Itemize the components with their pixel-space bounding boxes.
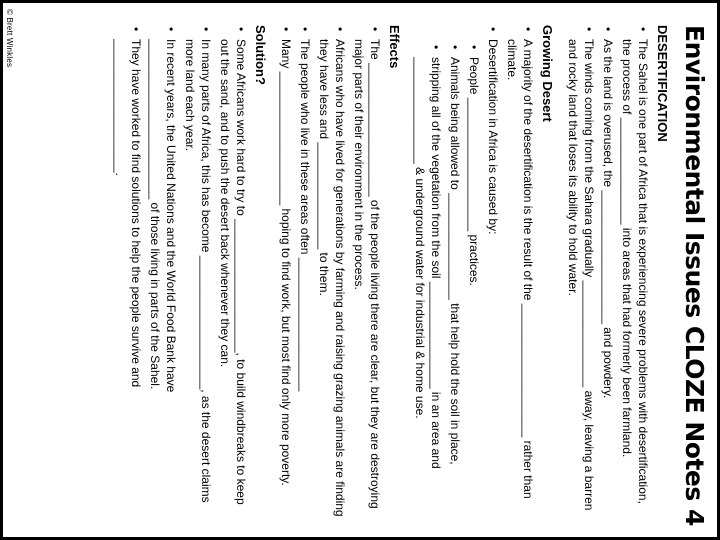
bullet-item: • A majority of the desertification is the result of the ____________________ rather than climate. <box>504 25 536 517</box>
bullet-subitem: • Animals being allowed to ________________ that help hold the soil in place, <box>447 43 463 517</box>
section-heading-desertification: DESERTIFICATION <box>655 25 670 142</box>
section-solution <box>112 25 268 517</box>
section-heading-effects: Effects <box>387 25 402 69</box>
bullet-item: • The people who live in these areas often ____________________ <box>297 25 313 517</box>
section-heading-growing-desert: Growing Desert <box>540 25 555 122</box>
bullet-item: • In recent years, the United Nations and the World Food Bank have ________________________ of those living in parts of the Sahel. <box>147 25 179 517</box>
bullet-item: • The ____________________ of the people living there are clear, but they are destroying major parts of their environment in the process. <box>351 25 383 517</box>
copyright-text: © Brett Winkles <box>5 9 14 68</box>
bullet-subitem: • People ____________________ practices. <box>466 43 482 517</box>
section-heading-solution: Solution? <box>253 25 268 85</box>
bullet-item: • Desertification in Africa is caused by: <box>485 25 501 517</box>
section-desertification <box>565 25 670 517</box>
section-growing-desert <box>412 25 555 517</box>
bullet-item: • In many parts of Africa, this has become ____________________, as the desert claims more land each year. <box>182 25 214 517</box>
bullet-item: • Many ____________________ hoping to find work, but most find only more poverty. <box>278 25 294 517</box>
bullet-item: • The winds coming from the Sahara gradually ________________ away, leaving a barren and rocky land that loses its ability to hold water. <box>565 25 597 517</box>
worksheet-title: Environmental Issues CLOZE Notes 4 <box>680 25 709 526</box>
bullet-item: • They have worked to find solutions to help the people survive and ____________________. <box>112 25 144 517</box>
bullet-item: • The Sahel is one part of Africa that is experiencing severe problems with desertification, the process of ________________ into areas that had formerly been farmland. <box>619 25 651 517</box>
bullet-subitem: • stripping all of the vegetation from the soil ________________ in an area and ________________ & underground water for industrial & home use. <box>412 43 444 517</box>
bullet-item: • Some Africans work hard to try to ____________________, to build windbreaks to keep out the sand, and to push the desert back whenever they can. <box>217 25 249 517</box>
section-effects <box>278 25 402 517</box>
bullet-item: • As the land is overused, the ____________________ and powdery. <box>600 25 616 517</box>
bullet-item: • Africans who have lived for generations by farming and raising grazing animals are finding they have less and ________________ to them. <box>316 25 348 517</box>
